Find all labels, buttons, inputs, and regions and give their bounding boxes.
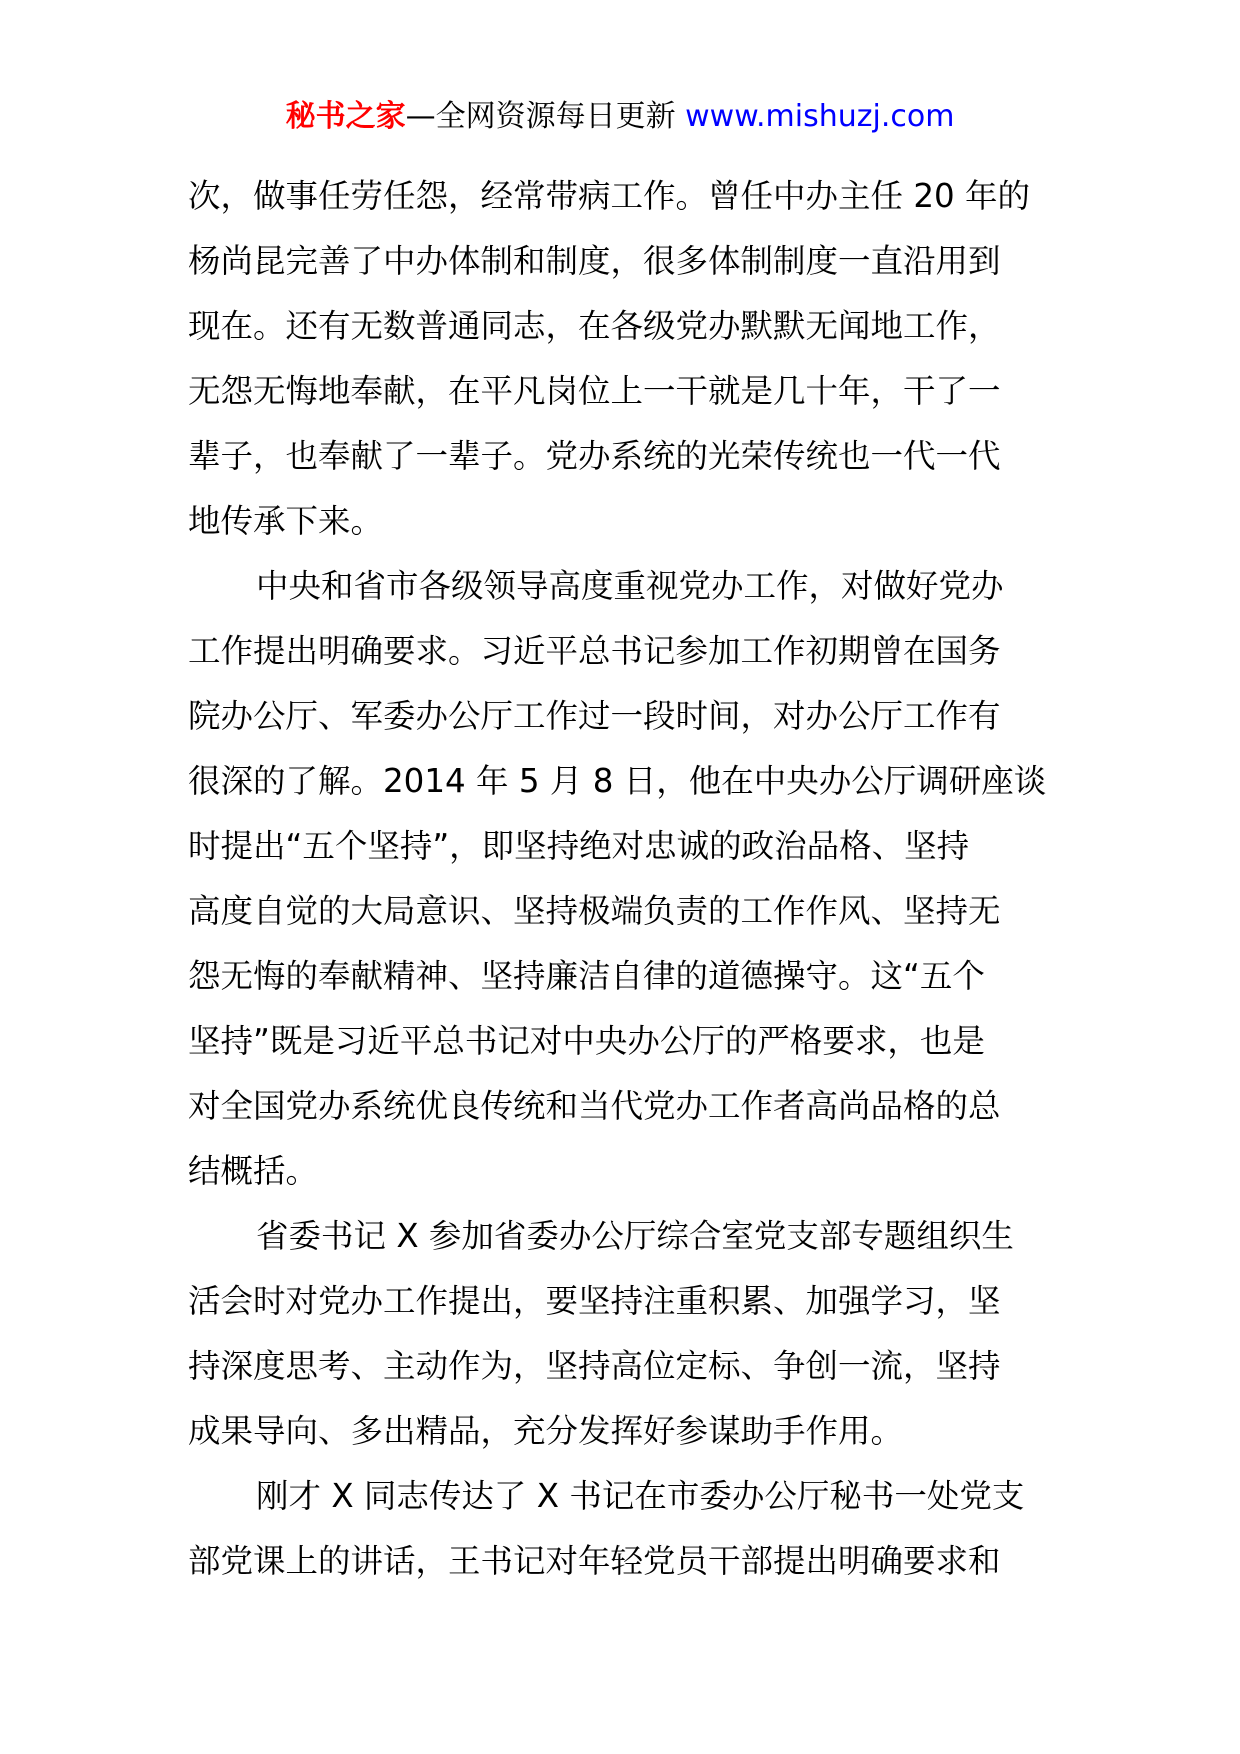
text-line: 次，做事任劳任怨，经常带病工作。曾任中办主任 20 年的: [188, 177, 1031, 215]
site-url-link[interactable]: www.mishuzj.com: [685, 99, 955, 134]
text-line: 部党课上的讲话，王书记对年轻党员干部提出明确要求和: [188, 1542, 1001, 1580]
text-line: 院办公厅、军委办公厅工作过一段时间，对办公厅工作有: [188, 697, 1001, 735]
text-line: 活会时对党办工作提出，要坚持注重积累、加强学习，坚: [188, 1282, 1001, 1320]
page-header: [0, 97, 1240, 137]
text-line: 成果导向、多出精品，充分发挥好参谋助手作用。: [188, 1412, 904, 1450]
document-body: [188, 164, 1068, 1594]
site-tagline: —全网资源每日更新: [405, 99, 676, 134]
text-line: 结概括。: [188, 1152, 319, 1190]
text-line: 工作提出明确要求。习近平总书记参加工作初期曾在国务: [188, 632, 1001, 670]
text-line: 时提出“五个坚持”，即坚持绝对忠诚的政治品格、坚持: [188, 827, 970, 865]
text-line: 辈子，也奉献了一辈子。党办系统的光荣传统也一代一代: [188, 437, 1001, 475]
text-line: 高度自觉的大局意识、坚持极端负责的工作作风、坚持无: [188, 892, 1001, 930]
text-line: 很深的了解。2014 年 5 月 8 日，他在中央办公厅调研座谈: [188, 762, 1047, 800]
site-brand: 秘书之家: [285, 99, 406, 134]
paragraph-first-line: 刚才 X 同志传达了 X 书记在市委办公厅秘书一处党支: [256, 1477, 1025, 1515]
text-line: 对全国党办系统优良传统和当代党办工作者高尚品格的总: [188, 1087, 1001, 1125]
text-line: 地传承下来。: [188, 502, 384, 540]
paragraph-first-line: 省委书记 X 参加省委办公厅综合室党支部专题组织生: [256, 1217, 1014, 1255]
paragraph-first-line: 中央和省市各级领导高度重视党办工作，对做好党办: [256, 567, 1004, 605]
text-line: 坚持”既是习近平总书记对中央办公厅的严格要求，也是: [188, 1022, 985, 1060]
text-line: 现在。还有无数普通同志，在各级党办默默无闻地工作，: [188, 307, 1001, 345]
text-line: 持深度思考、主动作为，坚持高位定标、争创一流，坚持: [188, 1347, 1001, 1385]
text-line: 杨尚昆完善了中办体制和制度，很多体制制度一直沿用到: [188, 242, 1001, 280]
text-line: 无怨无悔地奉献，在平凡岗位上一干就是几十年，干了一: [188, 372, 1001, 410]
text-line: 怨无悔的奉献精神、坚持廉洁自律的道德操守。这“五个: [188, 957, 985, 995]
